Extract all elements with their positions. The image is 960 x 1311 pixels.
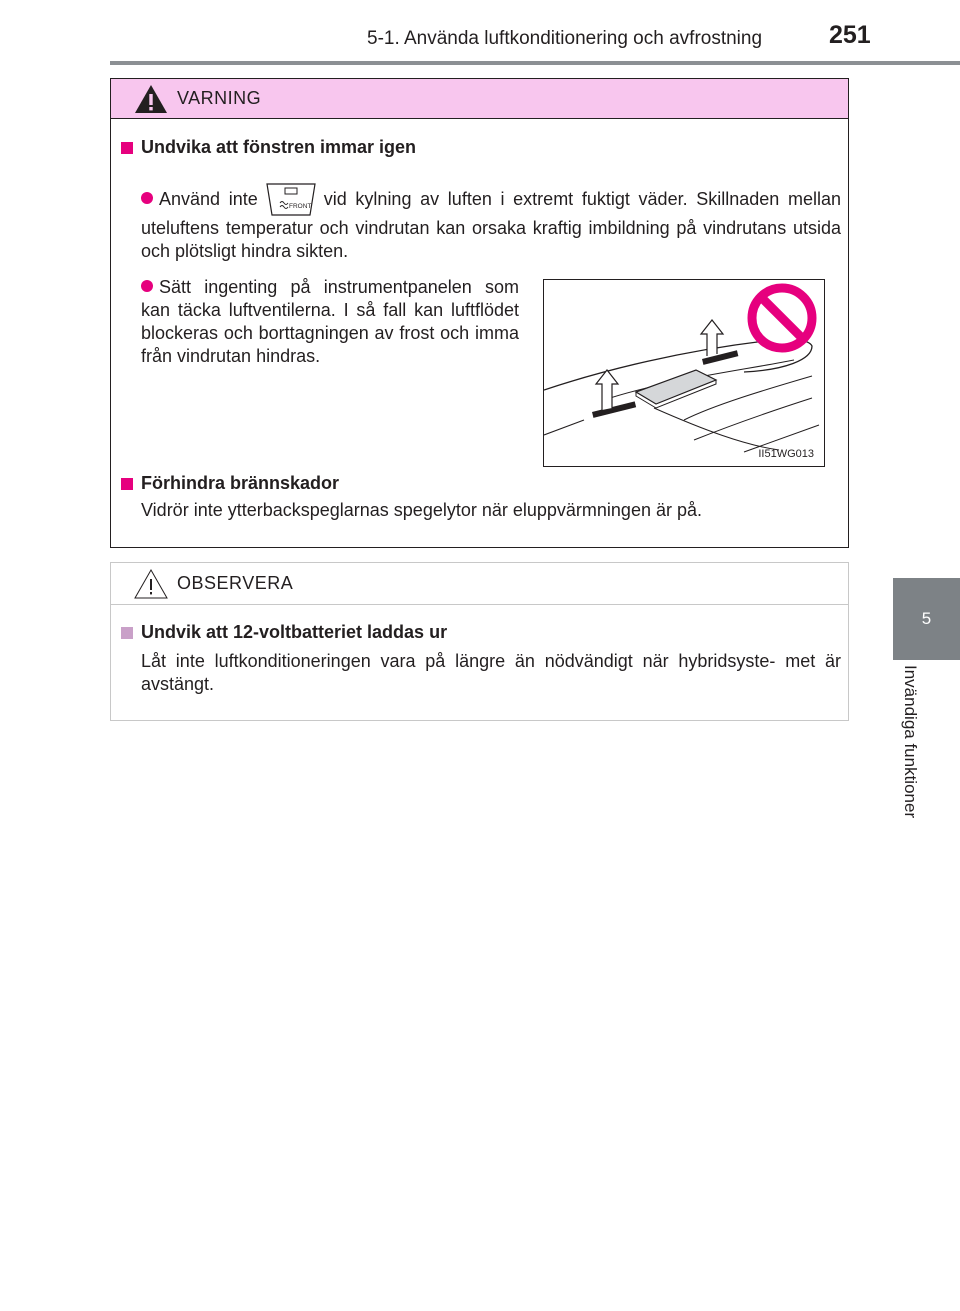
round-bullet-icon [141, 280, 153, 292]
header-divider [110, 61, 960, 65]
bullet1-before-text: Använd inte [159, 189, 258, 209]
warning-box [110, 78, 849, 548]
warning-section2-heading-text: Förhindra brännskador [141, 473, 340, 493]
figure-code: II51WG013 [758, 448, 814, 460]
dashboard-vent-drawing [544, 280, 824, 466]
chapter-tab [893, 578, 960, 660]
warning-title: VARNING [177, 88, 262, 108]
chapter-number: 5 [921, 609, 932, 628]
square-bullet-icon [121, 478, 133, 490]
caution-header [111, 563, 848, 605]
front-defroster-button-icon [264, 181, 318, 217]
warning-header [111, 79, 848, 119]
page-number: 251 [829, 21, 871, 49]
warning-triangle-icon [133, 83, 169, 115]
round-bullet-icon [141, 192, 153, 204]
square-bullet-icon [121, 142, 133, 154]
warning-section1-heading-text: Undvika att fönstren immar igen [141, 137, 417, 157]
chapter-label: Invändiga funktioner [901, 665, 920, 819]
chapter-label-container [898, 665, 928, 865]
button-front-label: FRONT [288, 203, 312, 210]
caution-box [110, 562, 849, 721]
warning-bullet2 [141, 276, 519, 368]
caution-heading-text: Undvik att 12-voltbatteriet laddas ur [141, 622, 448, 642]
bullet1-after-text: vid kylning av luften i extremt fuktigt väder. Skillnaden mellan uteluftens temperatur och vindrutan kan orsaka kraftig imbildning på vindrutans utsida och plötsligt hindra sikten. [141, 189, 841, 261]
caution-title: OBSERVERA [177, 573, 294, 593]
warning-bullet1 [141, 181, 841, 263]
warning-section1-heading [121, 137, 416, 158]
caution-triangle-icon [133, 568, 169, 600]
warning-section2-text: Vidrör inte ytterbackspeglarnas spegelytor när eluppvärmningen är på. [141, 500, 702, 520]
warning-section2-heading [121, 473, 339, 494]
header-section-title: 5-1. Använda luftkonditionering och avfrostning [367, 28, 763, 49]
caution-heading [121, 622, 447, 643]
caution-text: Låt inte luftkonditioneringen vara på längre än nödvändigt när hybridsyste- met är avstängt. [141, 651, 841, 694]
square-bullet-icon [121, 627, 133, 639]
bullet2-text: Sätt ingenting på instrumentpanelen som kan täcka luftventilerna. I så fall kan luftflödet blockeras och borttagningen av frost och imma från vindrutan hindras. [141, 277, 519, 366]
dashboard-vent-illustration [543, 279, 825, 467]
